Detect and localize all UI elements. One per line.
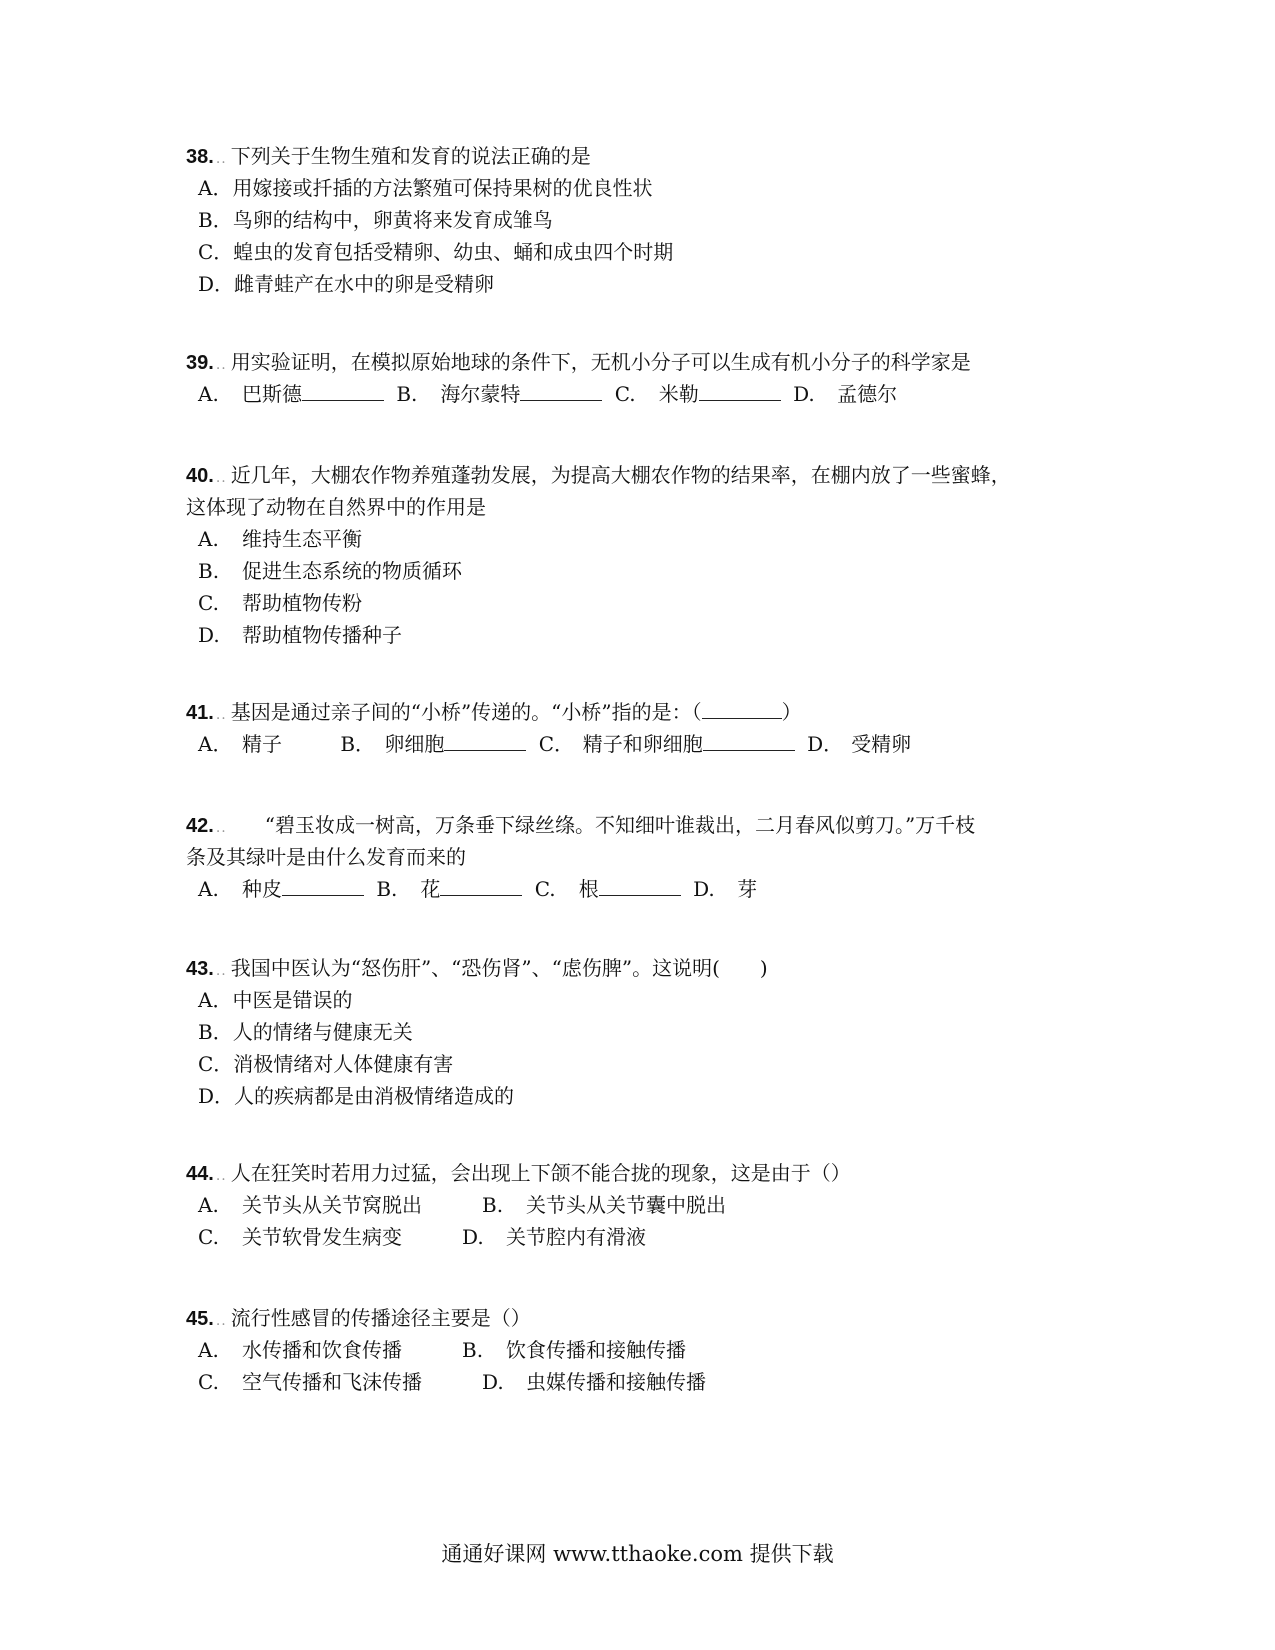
option-text: 关节软骨发生病变 xyxy=(242,1225,402,1249)
option-c-text: 米勒 xyxy=(658,382,699,406)
option-text: 水传播和饮食传播 xyxy=(242,1338,402,1362)
option-b xyxy=(186,555,1106,587)
question-43 xyxy=(186,952,1106,1112)
option-c xyxy=(198,1366,482,1398)
question-number: 41. xyxy=(186,702,214,724)
answer-blank xyxy=(702,700,782,719)
option-d: D．雌青蛙产在水中的卵是受精卵 xyxy=(198,272,495,296)
option-text: 促进生态系统的物质循环 xyxy=(242,559,462,583)
option-d-label: D. xyxy=(693,877,715,901)
dots: .. xyxy=(215,820,227,836)
question-45 xyxy=(186,1302,1106,1398)
option-a xyxy=(198,1334,462,1366)
option-text: 空气传播和飞沫传播 xyxy=(242,1370,422,1394)
option-text: 维持生态平衡 xyxy=(242,527,362,551)
question-stem xyxy=(186,1302,1106,1334)
question-stem xyxy=(186,1157,1106,1189)
option-c-text: 根 xyxy=(578,877,599,901)
answer-blank xyxy=(699,382,781,401)
answer-blank xyxy=(599,877,681,896)
dots: .. xyxy=(215,357,227,373)
question-number: 39. xyxy=(186,352,214,374)
option-text: 饮食传播和接触传播 xyxy=(506,1338,686,1362)
options-row-2 xyxy=(186,1366,1106,1398)
dots: .. xyxy=(215,1168,227,1184)
stem-text: 人在狂笑时若用力过猛，会出现上下颌不能合拢的现象，这是由于（） xyxy=(230,1161,851,1185)
stem-text: 流行性感冒的传播途径主要是（） xyxy=(230,1306,531,1330)
dots: .. xyxy=(215,1313,227,1329)
option-a-label: A. xyxy=(198,877,219,901)
option-c-label: C． xyxy=(538,732,575,756)
question-stem xyxy=(186,952,1106,984)
stem-text: 用实验证明，在模拟原始地球的条件下，无机小分子可以生成有机小分子的科学家是 xyxy=(230,350,971,374)
option-b-text: 卵细胞 xyxy=(384,732,445,756)
option-d xyxy=(462,1221,646,1253)
option-c-label: C. xyxy=(534,877,556,901)
option-c: C．消极情绪对人体健康有害 xyxy=(198,1052,454,1076)
option-label: D. xyxy=(462,1225,484,1249)
option-c-text: 精子和卵细胞 xyxy=(582,732,703,756)
option-a xyxy=(186,523,1106,555)
option-label: A. xyxy=(198,1338,219,1362)
question-40 xyxy=(186,459,1106,651)
question-stem xyxy=(186,346,1106,378)
option-text: 关节腔内有滑液 xyxy=(506,1225,646,1249)
answer-blank xyxy=(440,877,522,896)
option-text: 帮助植物传播种子 xyxy=(242,623,402,647)
option-b xyxy=(462,1334,686,1366)
answer-blank xyxy=(282,877,364,896)
option-d-text: 受精卵 xyxy=(851,732,912,756)
options-row xyxy=(186,728,1106,760)
stem-text: 我国中医认为“怒伤肝”、“恐伤肾”、“虑伤脾”。这说明( ) xyxy=(230,956,768,980)
option-b: B．人的情绪与健康无关 xyxy=(198,1020,413,1044)
option-label: A. xyxy=(198,527,219,551)
stem-text: 基因是通过亲子间的“小桥”传递的。“小桥”指的是：（ xyxy=(230,700,702,724)
question-stem xyxy=(186,140,1106,172)
option-label: B. xyxy=(482,1193,504,1217)
option-a-text: 精子 xyxy=(242,732,282,756)
option-d-label: D． xyxy=(807,732,844,756)
question-number: 38. xyxy=(186,146,214,168)
question-44 xyxy=(186,1157,1106,1253)
option-d xyxy=(482,1366,706,1398)
question-number: 42. xyxy=(186,815,214,837)
option-c: C．蝗虫的发育包括受精卵、幼虫、蛹和成虫四个时期 xyxy=(198,240,674,264)
option-a: A．中医是错误的 xyxy=(198,988,353,1012)
dots: .. xyxy=(215,707,227,723)
stem-text: “碧玉妆成一树高，万条垂下绿丝绦。不知细叶谁裁出，二月春风似剪刀。”万千枝 xyxy=(264,813,976,837)
option-d: D．人的疾病都是由消极情绪造成的 xyxy=(198,1084,515,1108)
stem-text: 近几年，大棚农作物养殖蓬勃发展，为提高大棚农作物的结果率，在棚内放了一些蜜蜂， xyxy=(230,463,1011,487)
option-d-text: 孟德尔 xyxy=(837,382,898,406)
option-d xyxy=(186,619,1106,651)
options-row xyxy=(186,873,1106,905)
option-label: D. xyxy=(198,623,220,647)
dots: .. xyxy=(215,470,227,486)
option-a-label: A. xyxy=(198,382,219,406)
question-39 xyxy=(186,346,1106,410)
options-row-1 xyxy=(186,1334,1106,1366)
option-b-label: B． xyxy=(340,732,376,756)
option-text: 关节头从关节窝脱出 xyxy=(242,1193,422,1217)
stem-continuation: 条及其绿叶是由什么发育而来的 xyxy=(186,845,466,869)
option-label: C. xyxy=(198,1370,219,1394)
option-d-text: 芽 xyxy=(737,877,758,901)
stem-text: 下列关于生物生殖和发育的说法正确的是 xyxy=(230,144,591,168)
option-label: C. xyxy=(198,591,219,615)
question-stem xyxy=(186,459,1106,491)
option-label: B. xyxy=(462,1338,484,1362)
option-text: 关节头从关节囊中脱出 xyxy=(526,1193,726,1217)
option-label: B. xyxy=(198,559,220,583)
options-row-1 xyxy=(186,1189,1106,1221)
option-text: 虫媒传播和接触传播 xyxy=(526,1370,706,1394)
option-c xyxy=(198,1221,462,1253)
question-number: 43. xyxy=(186,958,214,980)
question-38 xyxy=(186,140,1106,300)
answer-blank xyxy=(444,732,526,751)
option-c xyxy=(186,587,1106,619)
option-label: A. xyxy=(198,1193,219,1217)
option-a-label: A． xyxy=(198,732,233,756)
option-b xyxy=(482,1189,726,1221)
option-b: B．鸟卵的结构中，卵黄将来发育成雏鸟 xyxy=(198,208,553,232)
question-stem xyxy=(186,696,1106,728)
option-b-text: 花 xyxy=(420,877,441,901)
options-row-2 xyxy=(186,1221,1106,1253)
dots: .. xyxy=(215,963,227,979)
stem-end: ） xyxy=(781,700,802,724)
answer-blank xyxy=(703,732,795,751)
option-a-text: 巴斯德 xyxy=(242,382,302,406)
question-41 xyxy=(186,696,1106,760)
option-b-text: 海尔蒙特 xyxy=(440,382,521,406)
answer-blank xyxy=(520,382,602,401)
option-a: A．用嫁接或扦插的方法繁殖可保持果树的优良性状 xyxy=(198,176,653,200)
option-text: 帮助植物传粉 xyxy=(242,591,362,615)
option-label: C. xyxy=(198,1225,219,1249)
option-c-label: C. xyxy=(614,382,636,406)
page-footer: 通通好课网 www.tthaoke.com 提供下载 xyxy=(441,1542,834,1566)
question-42 xyxy=(186,809,1106,905)
options-row xyxy=(186,378,1106,410)
option-label: D. xyxy=(482,1370,504,1394)
question-number: 40. xyxy=(186,465,214,487)
question-stem xyxy=(186,809,1106,841)
option-d-label: D. xyxy=(793,382,815,406)
option-b-label: B. xyxy=(376,877,398,901)
option-a xyxy=(198,1189,482,1221)
option-a-text: 种皮 xyxy=(242,877,282,901)
answer-blank xyxy=(302,382,384,401)
question-number: 44. xyxy=(186,1163,214,1185)
option-b-label: B. xyxy=(396,382,418,406)
stem-continuation: 这体现了动物在自然界中的作用是 xyxy=(186,495,486,519)
dots: .. xyxy=(215,151,227,167)
question-number: 45. xyxy=(186,1308,214,1330)
